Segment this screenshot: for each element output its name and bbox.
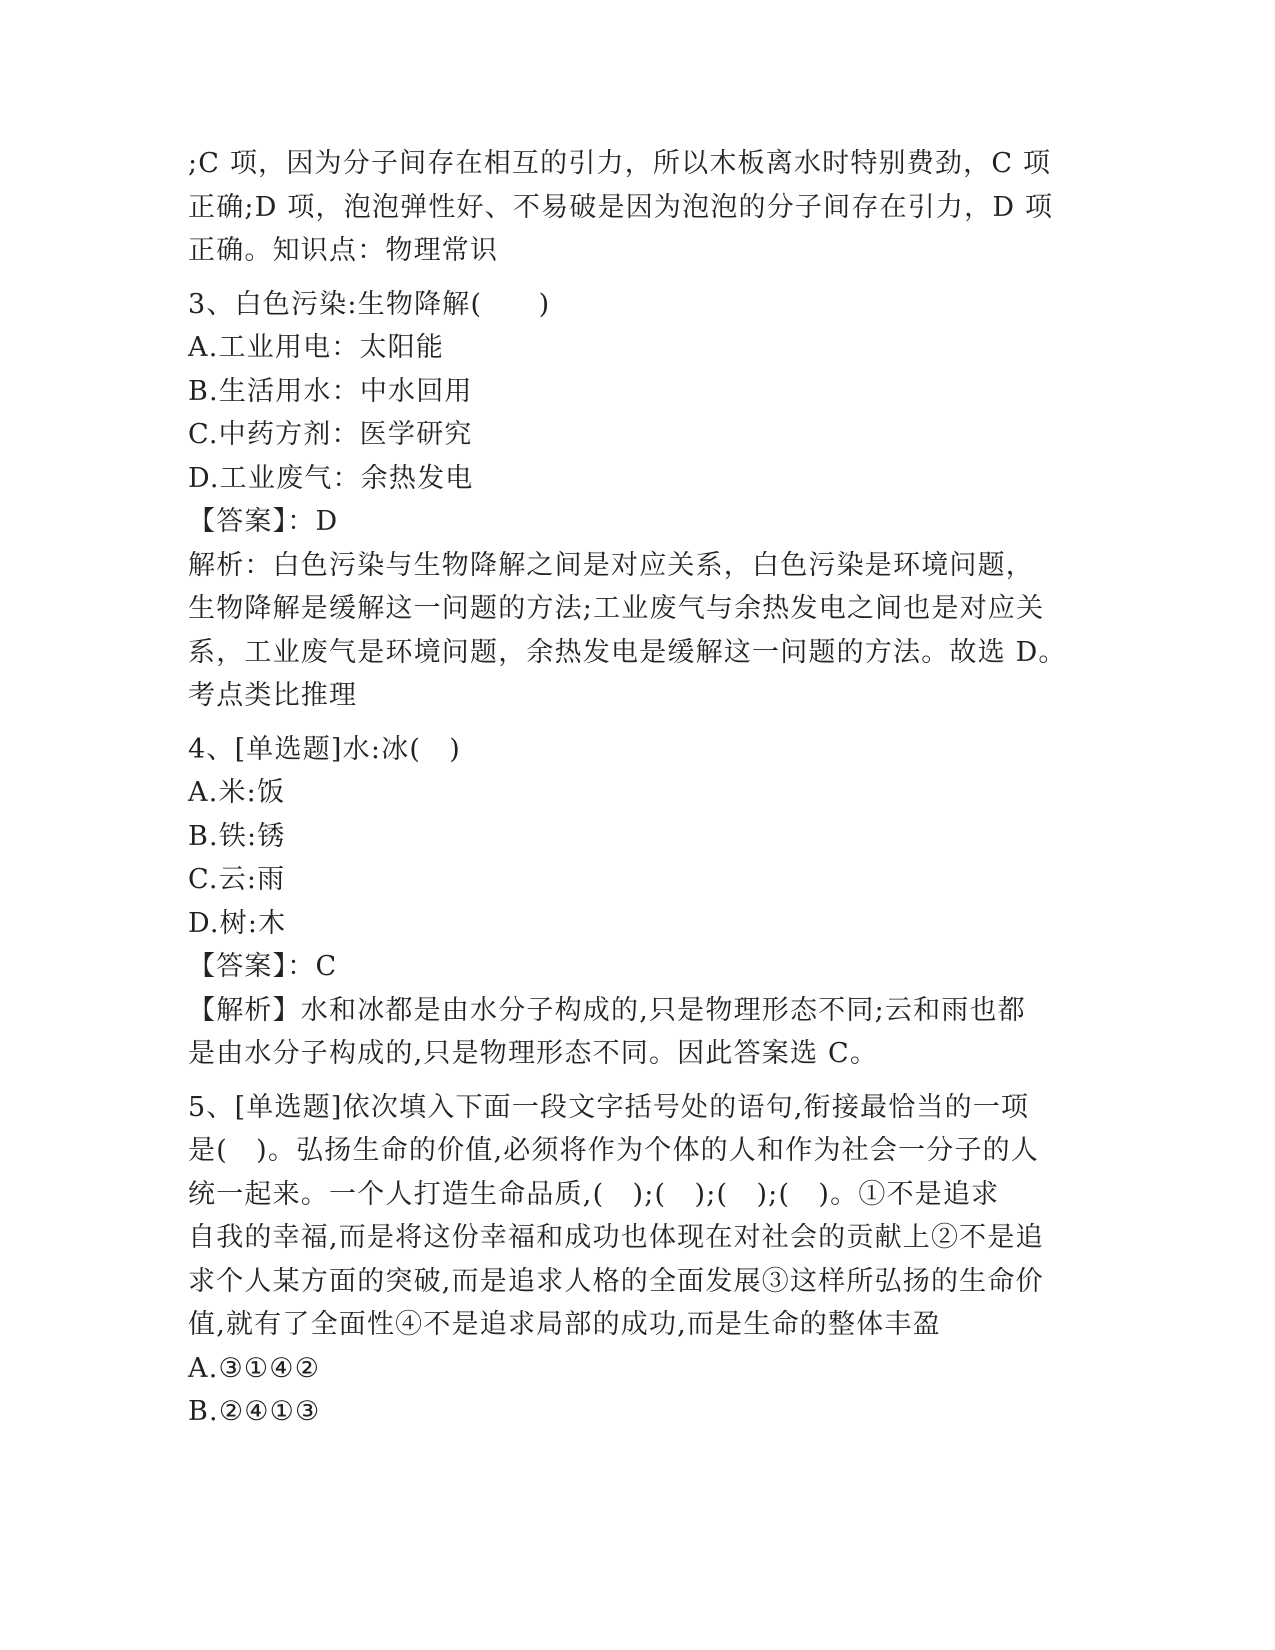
previous-analysis-continuation — [188, 142, 1068, 273]
option-a: A.米:饭 — [188, 777, 286, 808]
analysis-line: 是由水分子构成的,只是物理形态不同。因此答案选 C。 — [188, 1038, 879, 1069]
question-stem-line: 统一起来。一个人打造生命品质,( );( );( );( )。①不是追求 — [188, 1178, 1000, 1210]
option-c: C.云:雨 — [188, 864, 286, 895]
option-d: D.工业废气：余热发电 — [188, 462, 474, 494]
question-stem: 4、[单选题]水:冰( ) — [188, 733, 462, 765]
text-line: 正确。知识点：物理常识 — [188, 235, 499, 266]
answer: 【答案】：C — [188, 951, 338, 982]
analysis-line: 【解析】水和冰都是由水分子构成的,只是物理形态不同;云和雨也都 — [188, 994, 1026, 1026]
analysis-line: 解析：白色污染与生物降解之间是对应关系，白色污染是环境问题， — [188, 549, 1034, 581]
analysis-line: 考点类比推理 — [188, 680, 358, 711]
option-a: A.工业用电：太阳能 — [188, 332, 445, 363]
option-b: B.②④①③ — [188, 1396, 321, 1427]
question-stem-line: 求个人某方面的突破,而是追求人格的全面发展③这样所弘扬的生命价 — [188, 1265, 1044, 1297]
question-stem-line: 5、[单选题]依次填入下面一段文字括号处的语句,衔接最恰当的一项 — [188, 1091, 1030, 1123]
question-4 — [188, 728, 1068, 1076]
document-page — [188, 142, 1068, 1434]
option-d: D.树:木 — [188, 907, 287, 939]
analysis-line: 生物降解是缓解这一问题的方法;工业废气与余热发电之间也是对应关 — [188, 593, 1045, 624]
option-a: A.③①④② — [188, 1352, 321, 1384]
question-3 — [188, 283, 1068, 718]
text-line: ;C 项，因为分子间存在相互的引力，所以木板离水时特别费劲，C 项 — [188, 148, 1052, 179]
question-stem-line: 是( )。弘扬生命的价值,必须将作为个体的人和作为社会一分子的人 — [188, 1135, 1040, 1166]
option-b: B.生活用水：中水回用 — [188, 375, 473, 407]
question-stem-line: 值,就有了全面性④不是追求局部的成功,而是生命的整体丰盈 — [188, 1309, 941, 1340]
question-stem: 3、白色污染:生物降解( ) — [188, 288, 551, 320]
option-c: C.中药方剂：医学研究 — [188, 419, 473, 450]
text-line: 正确;D 项，泡泡弹性好、不易破是因为泡泡的分子间存在引力，D 项 — [188, 191, 1054, 223]
option-b: B.铁:锈 — [188, 820, 286, 852]
answer: 【答案】：D — [188, 506, 339, 537]
question-5 — [188, 1086, 1068, 1434]
analysis-line: 系，工业废气是环境问题，余热发电是缓解这一问题的方法。故选 D。 — [188, 636, 1067, 668]
question-stem-line: 自我的幸福,而是将这份幸福和成功也体现在对社会的贡献上②不是追 — [188, 1222, 1044, 1253]
